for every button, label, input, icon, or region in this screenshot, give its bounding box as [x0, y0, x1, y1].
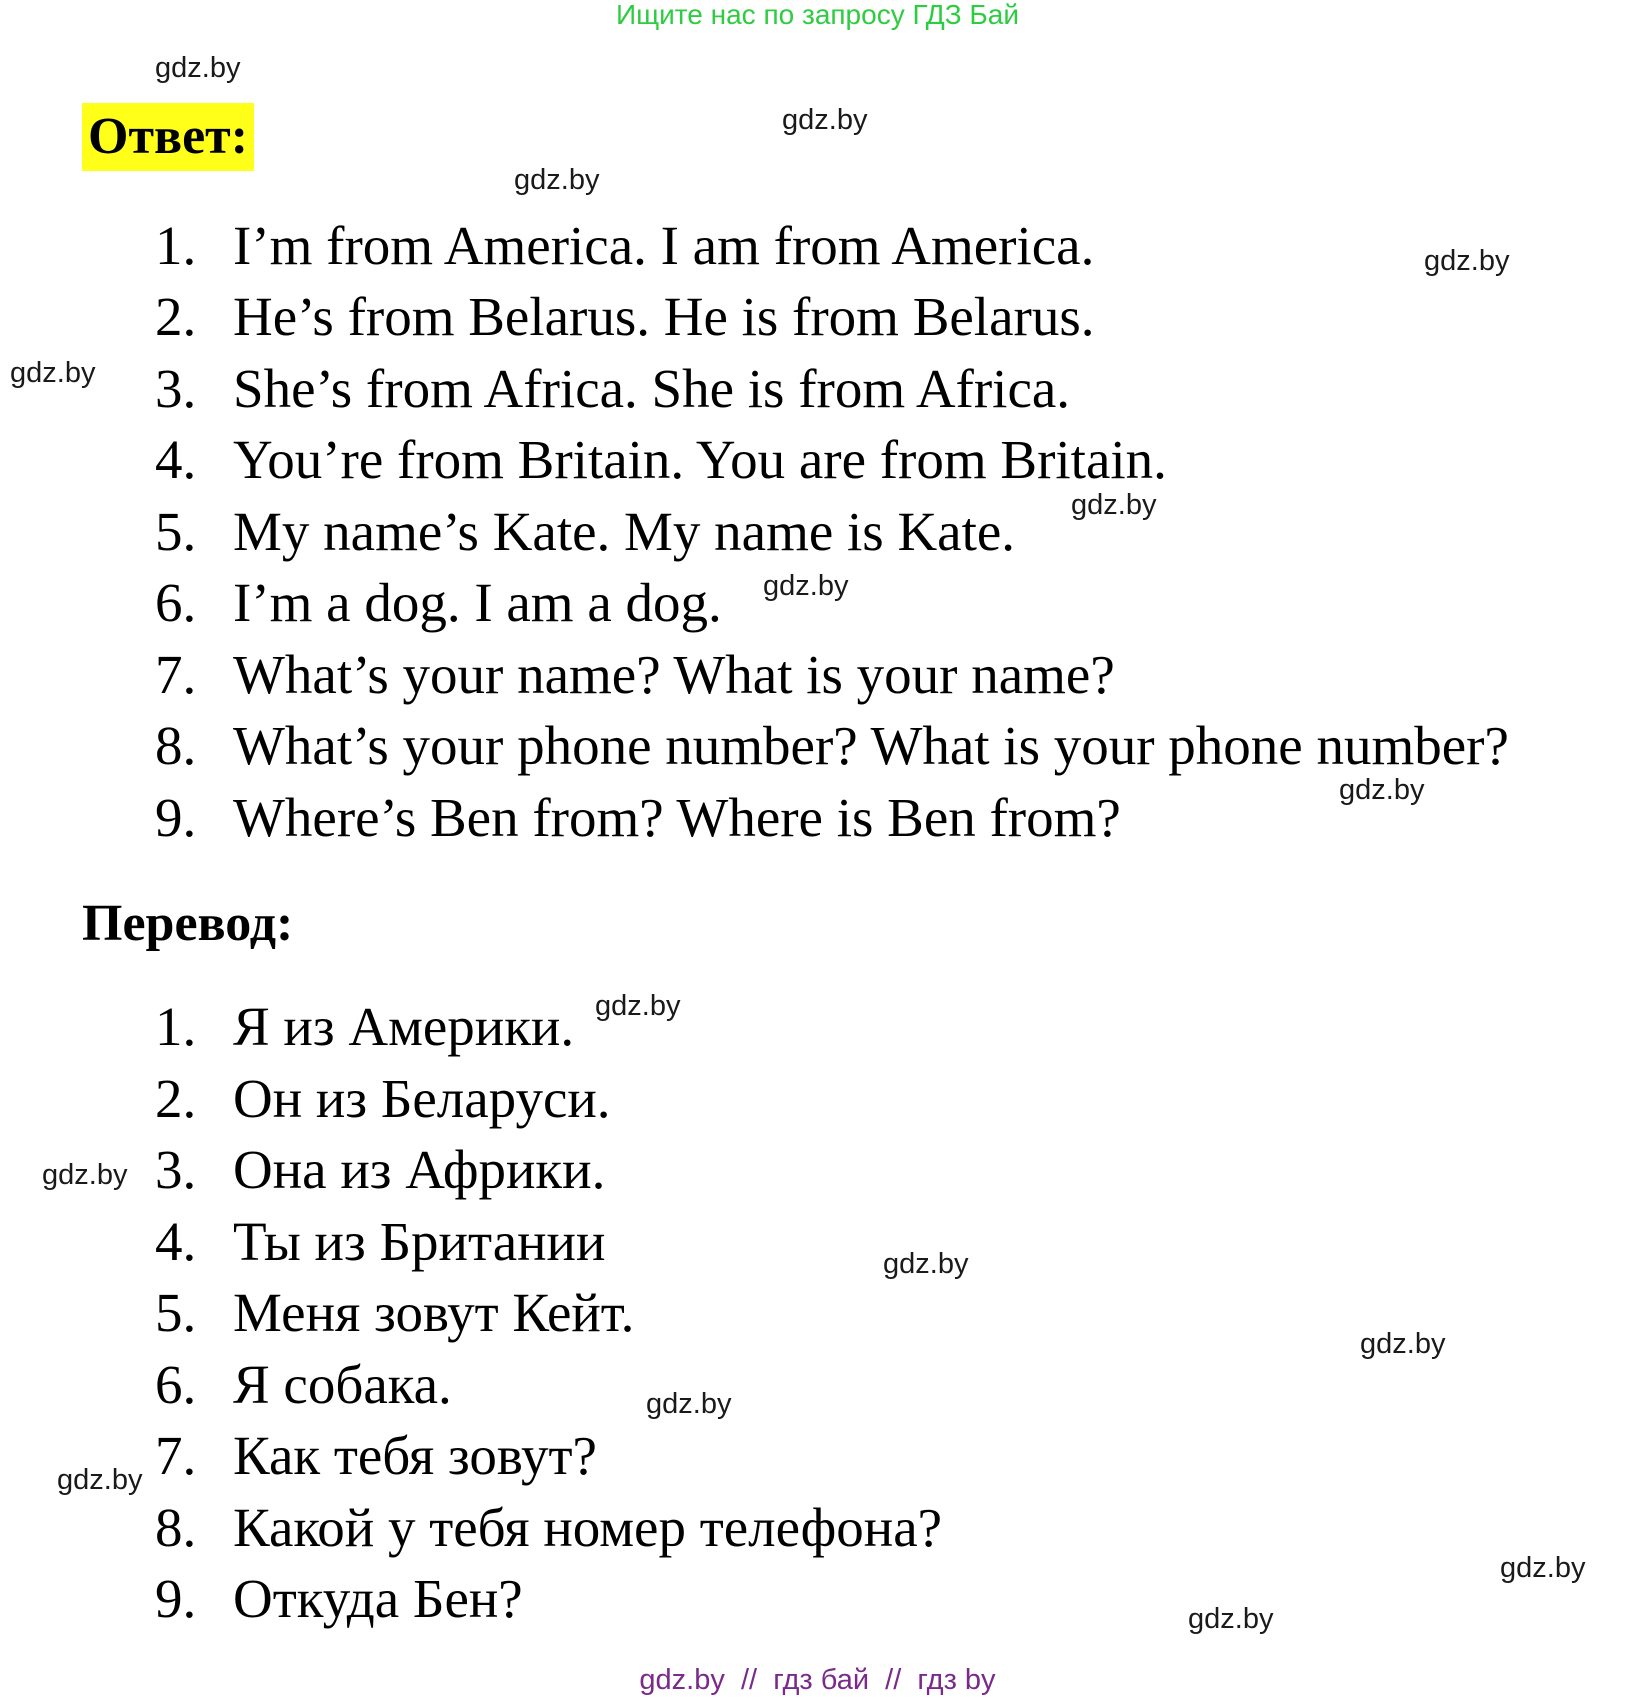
watermark: gdz.by [1339, 774, 1425, 806]
answer-item [155, 499, 1015, 565]
translation-item [155, 1280, 634, 1346]
translation-item [155, 1423, 597, 1489]
watermark: gdz.by [595, 990, 681, 1022]
item-number: 5. [155, 1282, 197, 1343]
watermark: gdz.by [782, 104, 868, 136]
item-text: I’m a dog. I am a dog. [233, 572, 722, 633]
item-number: 3. [155, 358, 197, 419]
item-text: I’m from America. I am from America. [233, 215, 1095, 276]
answer-heading: Ответ: [82, 103, 254, 171]
search-banner: Ищите нас по запросу ГДЗ Бай [615, 0, 1020, 30]
item-number: 7. [155, 1425, 197, 1486]
answer-item [155, 785, 1121, 851]
watermark: gdz.by [1500, 1552, 1586, 1584]
item-number: 1. [155, 215, 197, 276]
item-text: Меня зовут Кейт. [233, 1282, 635, 1343]
answer-item [155, 213, 1094, 279]
item-number: 4. [155, 429, 197, 490]
item-text: My name’s Kate. My name is Kate. [233, 501, 1016, 562]
translation-item [155, 1209, 605, 1275]
translation-item [155, 1566, 523, 1632]
footer-links: gdz.by // гдз бай // гдз by [639, 1664, 996, 1696]
watermark: gdz.by [1188, 1603, 1274, 1635]
watermark: gdz.by [883, 1248, 969, 1280]
item-number: 7. [155, 644, 197, 705]
watermark: gdz.by [1071, 489, 1157, 521]
item-number: 2. [155, 286, 197, 347]
watermark: gdz.by [763, 570, 849, 602]
answer-item [155, 284, 1094, 350]
watermark: gdz.by [155, 52, 241, 84]
item-number: 9. [155, 1568, 197, 1629]
translation-item [155, 1066, 611, 1132]
watermark: gdz.by [1424, 245, 1510, 277]
answer-item [155, 642, 1115, 708]
watermark: gdz.by [514, 164, 600, 196]
item-number: 9. [155, 787, 197, 848]
item-number: 2. [155, 1068, 197, 1129]
watermark: gdz.by [57, 1464, 143, 1496]
item-number: 8. [155, 715, 197, 776]
item-number: 6. [155, 572, 197, 633]
item-text: Откуда Бен? [233, 1568, 523, 1629]
item-text: What’s your name? What is your name? [233, 644, 1115, 705]
item-text: She’s from Africa. She is from Africa. [233, 358, 1071, 419]
item-number: 3. [155, 1139, 197, 1200]
item-text: He’s from Belarus. He is from Belarus. [233, 286, 1095, 347]
item-number: 8. [155, 1497, 197, 1558]
translation-heading: Перевод: [82, 895, 294, 952]
watermark: gdz.by [646, 1388, 732, 1420]
answer-item [155, 427, 1167, 493]
item-number: 4. [155, 1211, 197, 1272]
watermark: gdz.by [42, 1159, 128, 1191]
item-text: Какой у тебя номер телефона? [233, 1497, 943, 1558]
translation-item [155, 1352, 452, 1418]
item-text: Она из Африки. [233, 1139, 606, 1200]
watermark: gdz.by [1360, 1328, 1446, 1360]
item-text: Ты из Британии [233, 1211, 606, 1272]
item-text: Как тебя зовут? [233, 1425, 597, 1486]
answer-item [155, 570, 722, 636]
item-number: 6. [155, 1354, 197, 1415]
item-text: Я собака. [233, 1354, 452, 1415]
translation-item [155, 994, 574, 1060]
item-text: Он из Беларуси. [233, 1068, 611, 1129]
translation-item [155, 1495, 942, 1561]
item-text: Where’s Ben from? Where is Ben from? [233, 787, 1121, 848]
item-text: You’re from Britain. You are from Britain. [233, 429, 1167, 490]
translation-item [155, 1137, 605, 1203]
item-number: 1. [155, 996, 197, 1057]
watermark: gdz.by [10, 357, 96, 389]
answer-item [155, 356, 1070, 422]
answer-item [155, 713, 1509, 779]
item-number: 5. [155, 501, 197, 562]
item-text: What’s your phone number? What is your phone number? [233, 715, 1509, 776]
item-text: Я из Америки. [233, 996, 575, 1057]
